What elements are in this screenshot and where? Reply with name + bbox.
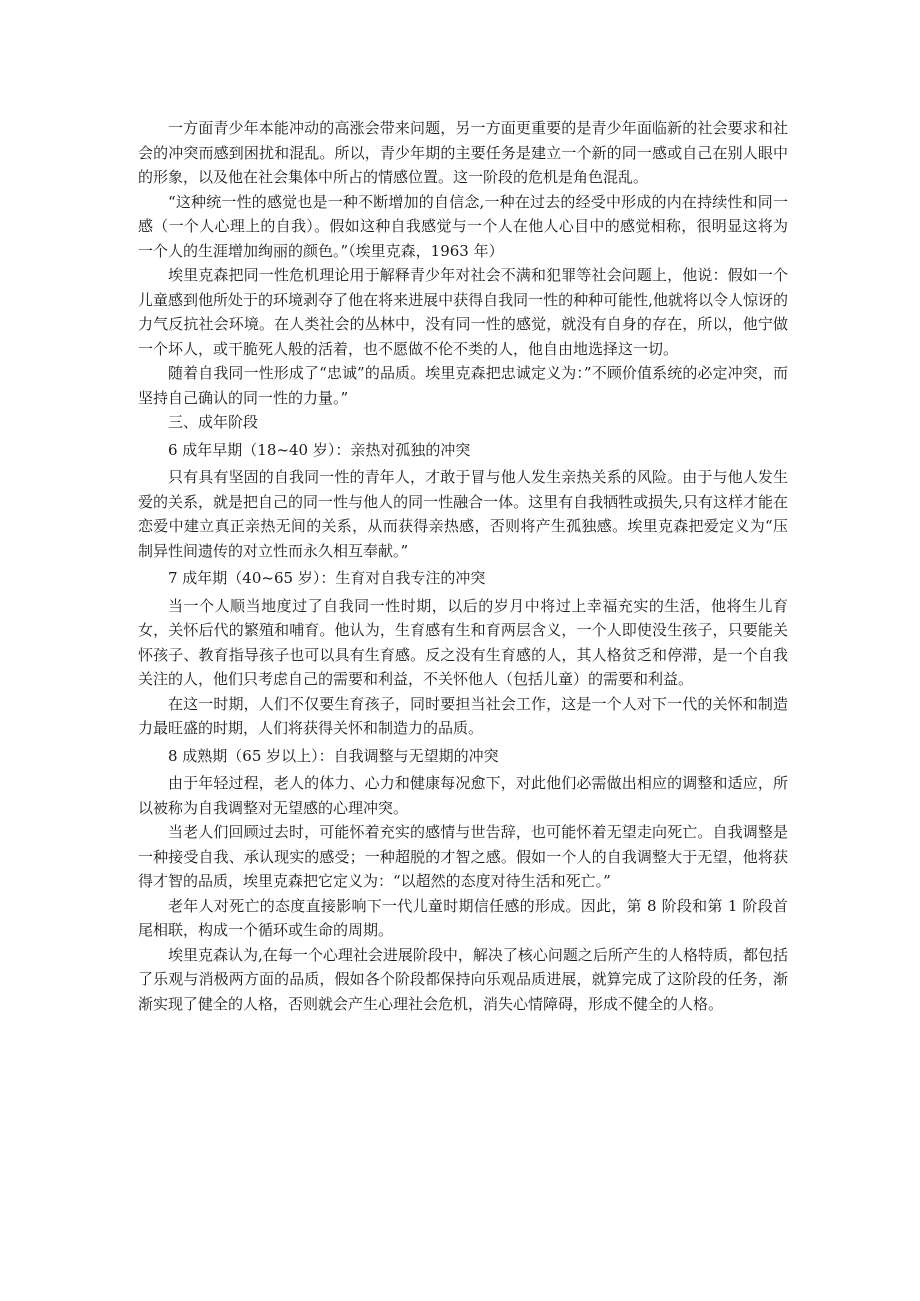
section-heading-adulthood: 三、成年阶段	[168, 413, 259, 431]
stage-heading-maturity: 8 成熟期（65 岁以上）：自我调整与无望期的冲突	[168, 746, 499, 765]
paragraph-life-cycle: 老年人对死亡的态度直接影响下一代儿童时期信任感的形成。因此，第 8 阶段和第 1 阶段首尾相联，构成一个循环或生命的周期。	[138, 896, 788, 939]
paragraph-wisdom: 当老人们回顾过去时，可能怀着充实的感情与世告辞，也可能怀着无望走向死亡。自我调整是一种接受自我、承认现实的感受；一种超脱的才智之感。假如一个人的自我调整大于无望，他将获得才智的品质，埃里克森把它定义为：“以超然的态度对待生活和死亡。”	[138, 823, 788, 890]
paragraph-generativity: 当一个人顺当地度过了自我同一性时期，以后的岁月中将过上幸福充实的生活，他将生儿育女，关怀后代的繁殖和哺育。他认为，生育感有生和育两层含义，一个人即使没生孩子，只要能关怀孩子、教育指导孩子也可以具有生育感。反之没有生育感的人，其人格贫乏和停滞，是一个自我关注的人，他们只考虑自己的需要和利益，不关怀他人（包括儿童）的需要和利益。	[138, 596, 788, 688]
stage-heading-adulthood: 7 成年期（40~65 岁）：生育对自我专注的冲突	[168, 569, 486, 587]
stage-heading-early-adulthood: 6 成年早期（18~40 岁）：亲热对孤独的冲突	[168, 440, 471, 459]
paragraph-intimacy: 只有具有坚固的自我同一性的青年人，才敢于冒与他人发生亲热关系的风险。由于与他人发生爱的关系，就是把自己的同一性与他人的同一性融合一体。这里有自我牺牲或损失,只有这样才能在恋爱中建立真正亲热无间的关系，从而获得亲热感，否则将产生孤独感。埃里克森把爱定义为“压制异性间遗传的对立性而永久相互奉献。”	[138, 468, 788, 560]
paragraph-fidelity: 随着自我同一性形成了“忠诚”的品质。埃里克森把忠诚定义为：”不顾价值系统的必定冲突，而坚持自己确认的同一性的力量。”	[138, 364, 788, 407]
paragraph-conclusion: 埃里克森认为,在每一个心理社会进展阶段中，解决了核心问题之后所产生的人格特质，都包括了乐观与消极两方面的品质，假如各个阶段都保持向乐观品质进展，就算完成了这阶段的任务，渐渐实现了健全的人格，否则就会产生心理社会危机，消失心情障碍，形成不健全的人格。	[138, 945, 788, 1013]
paragraph-aging-adjustment: 由于年轻过程，老人的体力、心力和健康每况愈下，对此他们必需做出相应的调整和适应，所以被称为自我调整对无望感的心理冲突。	[138, 774, 788, 817]
paragraph-identity-crisis: 埃里克森把同一性危机理论用于解释青少年对社会不满和犯罪等社会问题上，他说：假如一个儿童感到他所处于的环境剥夺了他在将来进展中获得自我同一性的种种可能性,他就将以令人惊讶的力气反抗社会环境。在人类社会的丛林中，没有同一性的感觉，就没有自身的存在，所以，他宁做一个坏人，或干脆死人般的活着，也不愿做不伦不类的人，他自由地选择这一切。	[138, 266, 788, 358]
document-body	[138, 116, 788, 1016]
paragraph-adolescence-tasks: 一方面青少年本能冲动的高涨会带来问题，另一方面更重要的是青少年面临新的社会要求和社会的冲突而感到困扰和混乱。所以，青少年期的主要任务是建立一个新的同一感或自己在别人眼中的形象，以及他在社会集体中所占的情感位置。这一阶段的危机是角色混乱。	[138, 119, 788, 186]
paragraph-care-creativity: 在这一时期，人们不仅要生育孩子，同时要担当社会工作，这是一个人对下一代的关怀和制造力最旺盛的时期，人们将获得关怀和制造力的品质。	[138, 694, 788, 737]
paragraph-identity-quote: “这种统一性的感觉也是一种不断增加的自信念,一种在过去的经受中形成的内在持续性和同一感（一个人心理上的自我）。假如这种自我感觉与一个人在他人心目中的感觉相称，很明显这将为一个人的生涯增加绚丽的颜色。”（埃里克森，1963 年）	[138, 192, 788, 260]
